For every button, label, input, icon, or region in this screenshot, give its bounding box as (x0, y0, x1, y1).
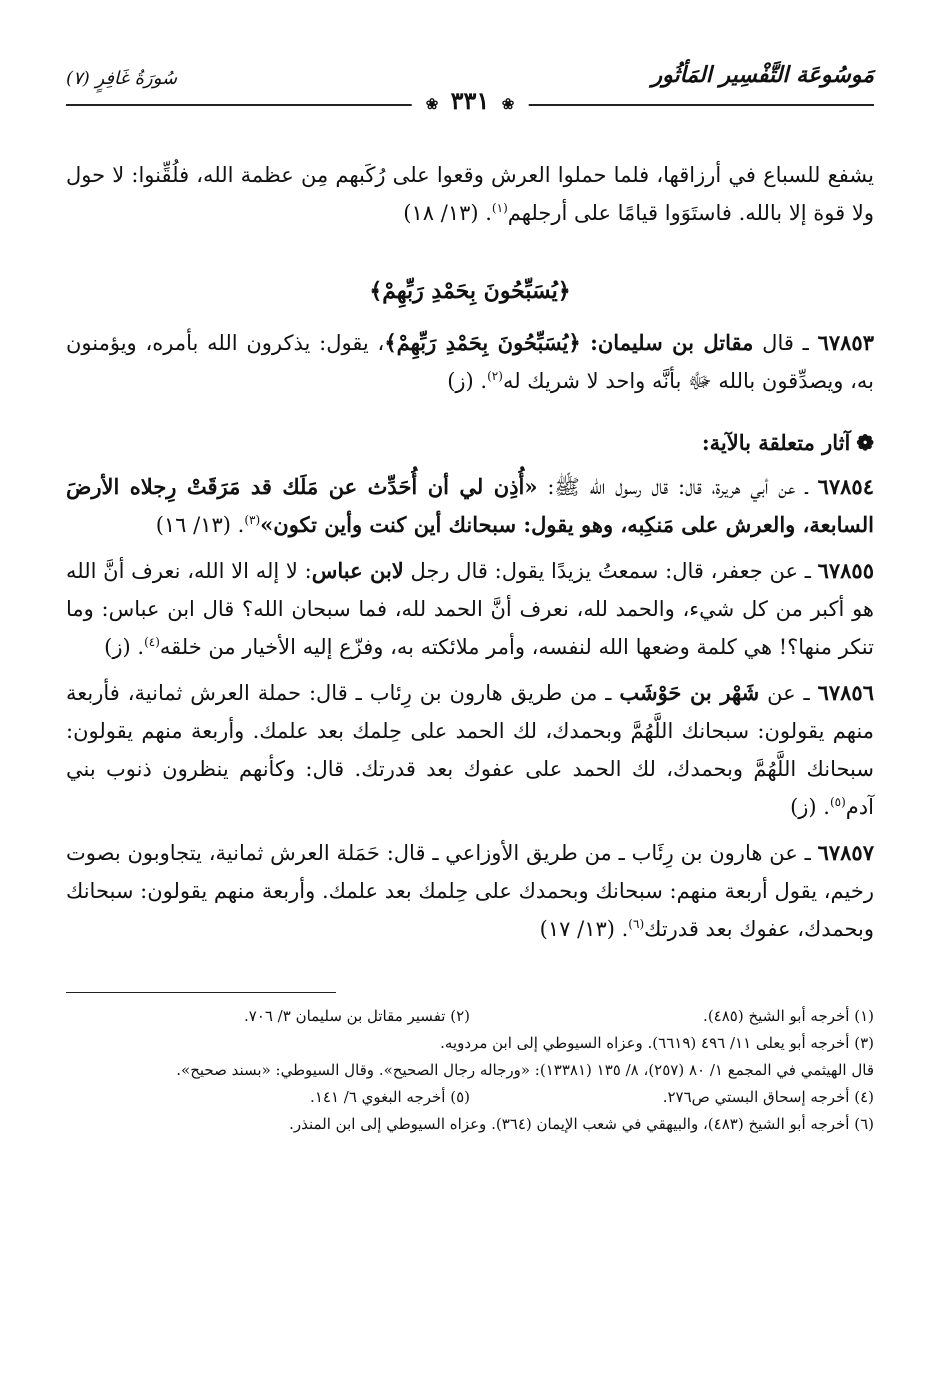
entry-67857 (66, 834, 874, 948)
footnotes (66, 1003, 874, 1138)
entry-67855 (66, 552, 874, 666)
ornament-icon: ❀ (425, 95, 439, 113)
footnote-1: (١) أخرجه أبو الشيخ (٤٨٥). (703, 1007, 874, 1025)
entry-tail: . (١٣/ ١٧) (539, 917, 629, 941)
section-heading (66, 426, 874, 460)
entry-67856 (66, 674, 874, 826)
entry-text: ـ من طريق الأوزاعي ـ قال: حَمَلة العرش ثمانية، يتجاوبون بصوت رخيم، يقول أربعة منهم: سبحانك وبحمدك على حِلمك بعد علمك. وأربعة منهم يقولون: سبحانك وبحمدك، عفوك بعد قدرتك (66, 841, 874, 941)
footnote-ref: (٤) (144, 635, 160, 649)
footnote-5: (٥) أخرجه البغوي ٦/ ١٤١. (310, 1088, 470, 1106)
entry-text: : لا إله الا الله، نعرف أنَّ الله هو أكبر من كل شيء، والحمد لله، نعرف أنَّ الحمد لله، فما سبحان الله؟ قال ابن عباس: وما تنكر منها؟! هي كلمة وضعها الله لنفسه، وأمر ملائكته به، وفزّع إليه الأخيار من خلقه (66, 559, 874, 659)
footnote-3-note: قال الهيثمي في المجمع ١/ ٨٠ (٢٥٧)، ٨/ ١٣٥ (١٣٣٨١): «ورجاله رجال الصحيح». وقال السيوطي: «بسند صحيح». (176, 1061, 874, 1079)
footnote-ref: (٢) (487, 369, 503, 383)
entry-text: ، يقول: يذكرون الله بأمره، ويؤمنون به، ويصدِّقون بالله ﷻ بأنَّه واحد لا شريك له (66, 331, 874, 393)
entry-number: ٦٧٨٥٥ (817, 558, 874, 583)
narrator-name: لابن عباس (311, 558, 404, 583)
entry-number: ٦٧٨٥٧ (817, 840, 874, 865)
intro-tail: . (١٣/ ١٨) (403, 201, 492, 225)
page-number-block (412, 86, 529, 115)
narrator-name: هارون بن رِئَاب (631, 841, 763, 865)
entry-pre: ـ عن جعفر، قال: سمعتُ يزيدًا يقول: قال رجل (403, 559, 818, 583)
entry-pre: ـ عن (759, 681, 818, 705)
footnote-ref: (٥) (829, 795, 846, 809)
entry-tail: . (١٣/ ١٦) (155, 513, 245, 537)
footnote-6: (٦) أخرجه أبو الشيخ (٤٨٣)، والبيهقي في شعب الإيمان (٣٦٤). وعزاه السيوطي إلى ابن المنذر. (289, 1115, 874, 1133)
narrator-name: شَهْر بن حَوْشَب (619, 680, 760, 705)
footnote-divider (66, 992, 336, 993)
entry-pre: ـ عن أبي هريرة، قال: قال رسول الله ﷺ: (537, 475, 818, 499)
entry-67854 (66, 468, 874, 544)
narrator-name: مقاتل بن سليمان: (580, 330, 754, 355)
intro-paragraph (66, 156, 874, 232)
entry-text: ـ من طريق هارون بن رِئاب ـ قال: حملة العرش ثمانية، فأربعة منهم يقولون: سبحانك اللَّهُمَّ وبحمدك، لك الحمد على حِلمك بعد علمك. وأربعة منهم يقولون: سبحانك اللَّهُمَّ وبحمدك، لك الحمد على عفوك بعد قدرتك. قال: وكأنهم ينظرون ذنوب بني آدم (66, 681, 874, 819)
page-number: ٣٣١ (450, 86, 490, 115)
book-title: مَوسُوعَة التَّفْسِير المَأثُور (651, 62, 874, 88)
entry-tail: . (ز) (790, 795, 830, 819)
ornament-icon: ❀ (501, 95, 515, 113)
entry-pre: ـ عن (762, 841, 818, 865)
entry-67853 (66, 324, 874, 400)
footnote-2: (٢) تفسير مقاتل بن سليمان ٣/ ٧٠٦. (243, 1007, 470, 1025)
hadith-text: «أُذِن لي أن أُحَدِّث عن مَلَك قد مَرَقَتْ رِجلاه الأرضَ السابعة، والعرش على مَنكِبه، وهو يقول: سبحانك أين كنت وأين تكون» (66, 474, 874, 537)
page (66, 56, 874, 1356)
footnote-divider-wrap (66, 956, 874, 1003)
entry-pre: ـ قال (753, 331, 818, 355)
intro-text: يشفع للسباع في أرزاقها، فلما حملوا العرش وقعوا على رُكَبهم مِن عظمة الله، فلُقِّنوا: لا حول ولا قوة إلا بالله. فاستَوَوا قيامًا على أرجلهم (66, 163, 874, 225)
surah-label: سُورَةُ غَافِرٍ (٧) (66, 68, 178, 89)
entry-tail: . (ز) (447, 369, 488, 393)
footnote-ref: (٦) (628, 917, 645, 931)
flower-icon: ❁ (856, 430, 874, 455)
verse-heading: ﴿يُسَبِّحُونَ بِحَمْدِ رَبِّهِمْ﴾ (369, 278, 571, 304)
footnote-row (66, 1084, 874, 1111)
entry-number: ٦٧٨٥٤ (817, 474, 874, 499)
entry-number: ٦٧٨٥٣ (817, 330, 874, 355)
footnote-4: (٤) أخرجه إسحاق البستي ص٢٧٦. (662, 1088, 874, 1106)
entry-number: ٦٧٨٥٦ (817, 680, 874, 705)
footnote-ref: (١) (491, 201, 508, 215)
footnote-ref: (٣) (244, 513, 261, 527)
quran-quote: ﴿يُسَبِّحُونَ بِحَمْدِ رَبِّهِمْ﴾ (384, 330, 581, 355)
footnote-row (66, 1003, 874, 1030)
entry-tail: . (ز) (104, 635, 145, 659)
section-title: آثار متعلقة بالآية: (701, 430, 851, 455)
footnote-3: (٣) أخرجه أبو يعلى ١١/ ٤٩٦ (٦٦١٩). وعزاه السيوطي إلى ابن مردويه. (440, 1034, 874, 1052)
page-header (66, 56, 874, 116)
